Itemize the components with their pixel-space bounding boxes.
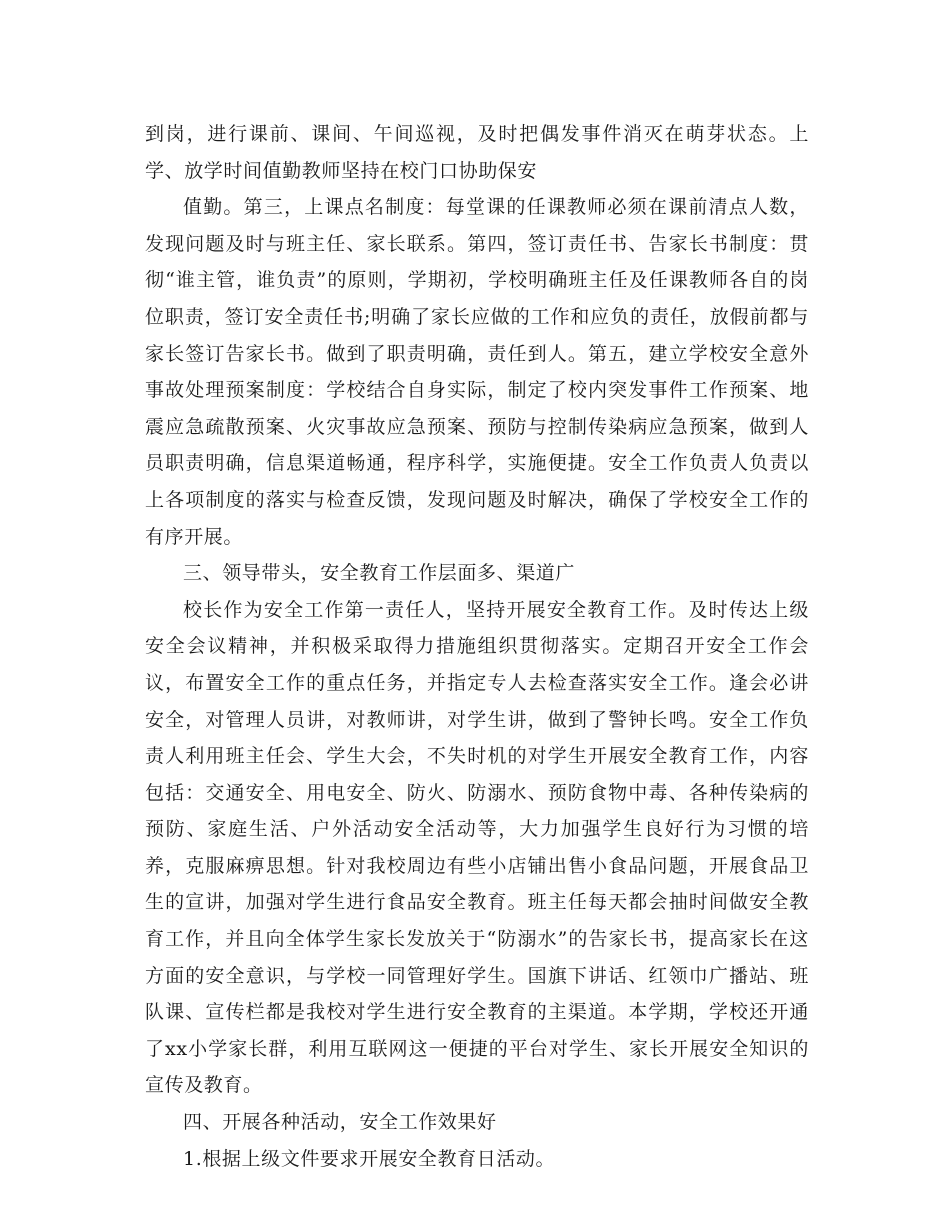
document-body <box>145 116 809 1177</box>
section-heading-3: 三、领导带头，安全教育工作层面多、渠道广 <box>183 562 576 585</box>
section-heading-4: 四、开展各种活动，安全工作效果好 <box>183 1111 497 1134</box>
paragraph-continuation: 到岗，进行课前、课间、午间巡视，及时把偶发事件消灭在萌芽状态。上学、放学时间值勤教师坚持在校门口协助保安 <box>145 123 809 182</box>
list-item-1: 1.根据上级文件要求开展安全教育日活动。 <box>183 1147 556 1170</box>
paragraph-safety-rules: 值勤。第三，上课点名制度：每堂课的任课教师必须在课前清点人数，发现问题及时与班主任、家长联系。第四，签订责任书、告家长书制度：贯彻“谁主管，谁负责”的原则，学期初，学校明确班主任及任课教师各自的岗位职责，签订安全责任书;明确了家长应做的工作和应负的责任，放假前都与家长签订告家长书。做到了职责明确，责任到人。第五，建立学校安全意外事故处理预案制度：学校结合自身实际，制定了校内突发事件工作预案、地震应急疏散预案、火灾事故应急预案、预防与控制传染病应急预案，做到人员职责明确，信息渠道畅通，程序科学，实施便捷。安全工作负责人负责以上各项制度的落实与检查反馈，发现问题及时解决，确保了学校安全工作的有序开展。 <box>145 196 809 548</box>
paragraph-safety-education: 校长作为安全工作第一责任人，坚持开展安全教育工作。及时传达上级安全会议精神，并积极采取得力措施组织贯彻落实。定期召开安全工作会议，布置安全工作的重点任务，并指定专人去检查落实安全工作。逢会必讲安全，对管理人员讲，对教师讲，对学生讲，做到了警钟长鸣。安全工作负责人利用班主任会、学生大会，不失时机的对学生开展安全教育工作，内容包括：交通安全、用电安全、防火、防溺水、预防食物中毒、各种传染病的预防、家庭生活、户外活动安全活动等，大力加强学生良好行为习惯的培养，克服麻痹思想。针对我校周边有些小店铺出售小食品问题，开展食品卫生的宣讲，加强对学生进行食品安全教育。班主任每天都会抽时间做安全教育工作，并且向全体学生家长发放关于“防溺水”的告家长书，提高家长在这方面的安全意识，与学校一同管理好学生。国旗下讲话、红领巾广播站、班队课、宣传栏都是我校对学生进行安全教育的主渠道。本学期，学校还开通了xx小学家长群，利用互联网这一便捷的平台对学生、家长开展安全知识的宣传及教育。 <box>145 598 809 1097</box>
